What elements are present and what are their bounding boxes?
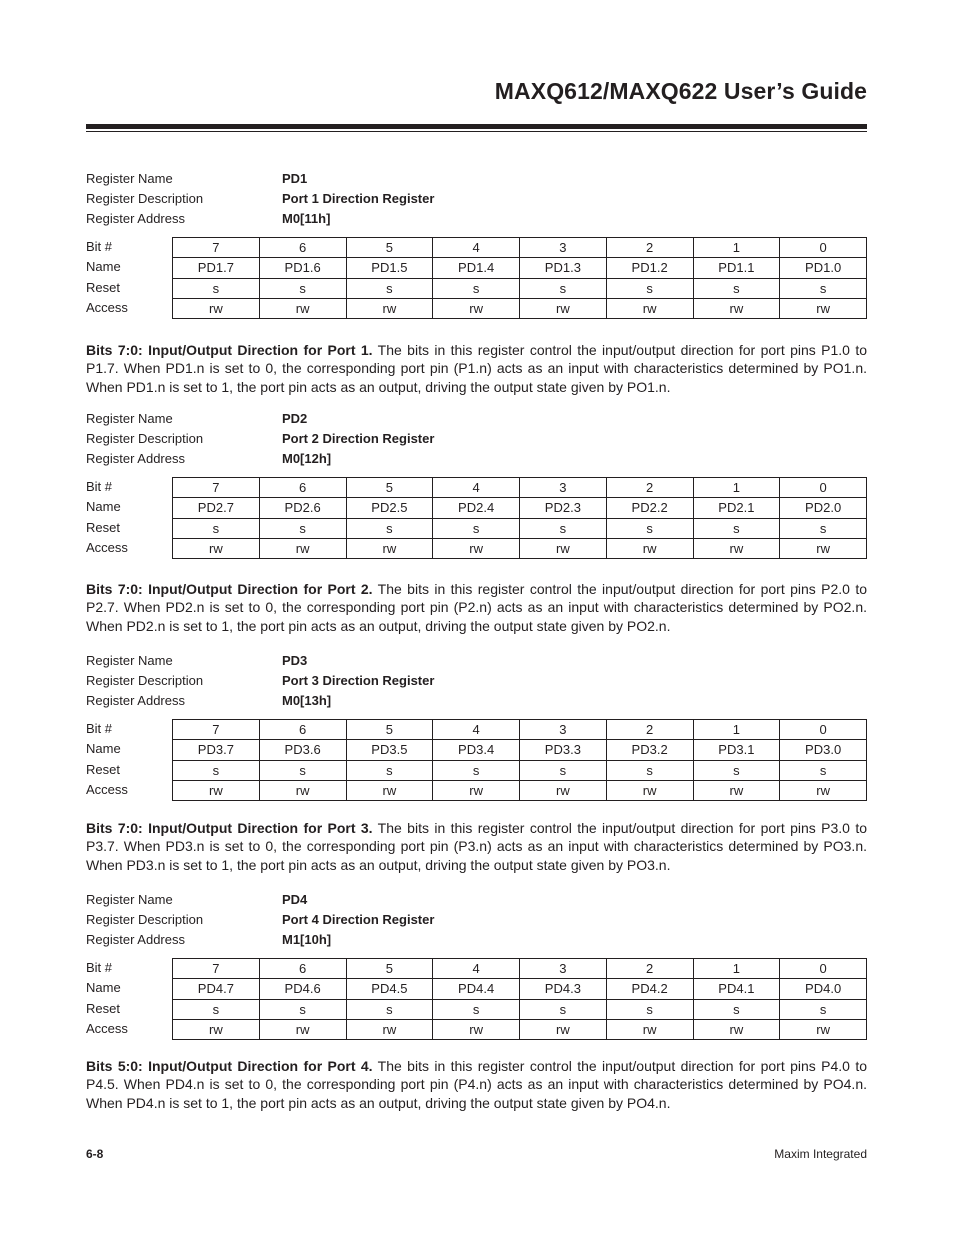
bit-name-cell: PD2.3 [520,498,607,518]
bit-name-cell: PD2.4 [433,498,520,518]
names-row [173,979,867,999]
description-heading: Bits 7:0: Input/Output Direction for Port 1. [86,342,373,358]
access-cell: rw [606,298,693,318]
bit-number-cell: 5 [346,959,433,979]
bits-row [173,478,867,498]
register-name-value: PD4 [282,892,308,907]
access-cell: rw [780,780,867,800]
bit-table [172,477,867,559]
bit-name-cell: PD3.7 [173,740,260,760]
names-row [173,258,867,278]
bit-name-cell: PD1.5 [346,258,433,278]
bit-number-cell: 2 [606,238,693,258]
access-cell: rw [606,1019,693,1039]
reset-row [173,278,867,298]
bit-name-cell: PD3.3 [520,740,607,760]
reset-cell: s [173,278,260,298]
reset-label: Reset [86,519,120,535]
reset-cell: s [346,518,433,538]
bit-number-cell: 7 [173,238,260,258]
name-label: Name [86,259,121,275]
reset-cell: s [259,999,346,1019]
access-cell: rw [346,298,433,318]
access-row [173,1019,867,1039]
register-description-label: Register Description [86,431,204,446]
reset-cell: s [606,278,693,298]
bit-name-cell: PD1.3 [520,258,607,278]
bit-name-cell: PD2.6 [259,498,346,518]
bit-name-cell: PD1.2 [606,258,693,278]
bit-name-cell: PD2.7 [173,498,260,518]
bit-name-cell: PD4.2 [606,979,693,999]
bit-table-row-labels [86,958,172,1039]
description-heading: Bits 7:0: Input/Output Direction for Port 2. [86,581,373,597]
bit-number-cell: 0 [780,720,867,740]
bit-number-cell: 0 [780,959,867,979]
reset-cell: s [693,278,780,298]
register-block-pd3 [86,651,867,799]
bit-name-cell: PD1.6 [259,258,346,278]
access-cell: rw [780,298,867,318]
register-description-value: Port 4 Direction Register [282,912,435,927]
bit-name-cell: PD1.4 [433,258,520,278]
description-body: The bits in this register control the input/output direction for port pins P4.0 to P4.5. When PD4.n is set to 0, the corresponding port pin (P4.n) acts as an input with characteristics determined by PO4.n. When PD4.n is set to 1, the port pin acts as an output, driving the output state given by PO4.n. [86,1058,867,1111]
bit-number-cell: 7 [173,959,260,979]
bit-name-cell: PD1.1 [693,258,780,278]
reset-cell: s [780,999,867,1019]
access-cell: rw [346,1019,433,1039]
register-name-row [86,169,867,189]
reset-cell: s [346,278,433,298]
bit-number-cell: 5 [346,478,433,498]
bit-number-cell: 1 [693,238,780,258]
register-address-row [86,209,867,229]
bits-row [173,959,867,979]
register-name-label: Register Name [86,653,173,668]
bit-number-cell: 6 [259,238,346,258]
register-name-label: Register Name [86,892,173,907]
bit-table-row-labels [86,719,172,800]
description-body: The bits in this register control the input/output direction for port pins P1.0 to P1.7. When PD1.n is set to 0, the corresponding port pin (P1.n) acts as an input with characteristics determined by PO1.n. When PD1.n is set to 1, the port pin acts as an output, driving the output state given by PO1.n. [86,342,867,395]
bit-label: Bit # [86,721,113,736]
access-cell: rw [520,298,607,318]
register-name-label: Register Name [86,411,173,426]
reset-cell: s [606,518,693,538]
reset-cell: s [520,760,607,780]
access-cell: rw [520,1019,607,1039]
register-address-label: Register Address [86,932,185,947]
name-label: Name [86,741,121,757]
reset-cell: s [173,518,260,538]
bit-name-cell: PD3.2 [606,740,693,760]
register-address-label: Register Address [86,693,185,708]
bit-name-cell: PD3.4 [433,740,520,760]
access-cell: rw [693,1019,780,1039]
register-block-pd4 [86,890,867,1038]
reset-cell: s [346,999,433,1019]
bit-name-cell: PD4.7 [173,979,260,999]
bit-number-cell: 6 [259,720,346,740]
header-rule-thick [86,124,867,129]
bit-table-row-labels [86,477,172,558]
register-address-value: M1[10h] [282,932,332,947]
bit-name-cell: PD2.1 [693,498,780,518]
register-name-row [86,409,867,429]
name-label: Name [86,980,121,996]
access-label: Access [86,1020,128,1036]
access-cell: rw [433,780,520,800]
reset-cell: s [780,760,867,780]
bit-number-cell: 2 [606,720,693,740]
bit-number-cell: 4 [433,238,520,258]
register-name-row [86,890,867,910]
bit-table [172,237,867,319]
register-description-label: Register Description [86,673,204,688]
register-description-paragraph [86,1057,867,1112]
reset-row [173,999,867,1019]
reset-cell: s [780,278,867,298]
bit-number-cell: 4 [433,959,520,979]
register-name-value: PD3 [282,653,308,668]
bit-number-cell: 7 [173,478,260,498]
bit-name-cell: PD4.0 [780,979,867,999]
description-heading: Bits 7:0: Input/Output Direction for Port 3. [86,820,373,836]
bit-name-cell: PD2.2 [606,498,693,518]
access-label: Access [86,299,128,315]
bits-row [173,720,867,740]
reset-cell: s [433,760,520,780]
bit-number-cell: 3 [520,720,607,740]
footer-brand: Maxim Integrated [774,1147,867,1161]
access-cell: rw [173,780,260,800]
bit-name-cell: PD1.7 [173,258,260,278]
access-cell: rw [346,780,433,800]
register-block-pd2 [86,409,867,557]
reset-cell: s [433,999,520,1019]
access-cell: rw [346,538,433,558]
register-block-pd1 [86,169,867,317]
register-address-value: M0[11h] [282,211,331,226]
register-description-paragraph [86,580,867,635]
bit-name-cell: PD4.1 [693,979,780,999]
bit-number-cell: 1 [693,959,780,979]
bits-row [173,238,867,258]
bit-table-row-labels [86,237,172,318]
reset-cell: s [173,999,260,1019]
access-cell: rw [173,538,260,558]
access-cell: rw [259,298,346,318]
reset-cell: s [606,760,693,780]
reset-cell: s [693,760,780,780]
access-row [173,298,867,318]
register-name-value: PD1 [282,171,308,186]
register-address-label: Register Address [86,211,185,226]
reset-cell: s [520,518,607,538]
description-heading: Bits 5:0: Input/Output Direction for Port 4. [86,1058,373,1074]
reset-cell: s [433,518,520,538]
bit-name-cell: PD4.5 [346,979,433,999]
register-address-row [86,691,867,711]
bit-number-cell: 0 [780,478,867,498]
bit-number-cell: 0 [780,238,867,258]
names-row [173,498,867,518]
register-description-label: Register Description [86,912,204,927]
reset-cell: s [346,760,433,780]
bit-name-cell: PD4.6 [259,979,346,999]
bit-number-cell: 2 [606,959,693,979]
access-cell: rw [693,780,780,800]
reset-cell: s [259,760,346,780]
reset-cell: s [433,278,520,298]
register-address-value: M0[13h] [282,693,332,708]
reset-cell: s [259,518,346,538]
bit-label: Bit # [86,479,113,494]
bit-name-cell: PD2.0 [780,498,867,518]
register-description-paragraph [86,341,867,396]
names-row [173,740,867,760]
reset-cell: s [780,518,867,538]
bit-number-cell: 3 [520,959,607,979]
access-cell: rw [259,780,346,800]
bit-name-cell: PD2.5 [346,498,433,518]
access-cell: rw [173,298,260,318]
bit-number-cell: 5 [346,238,433,258]
reset-cell: s [259,278,346,298]
reset-row [173,518,867,538]
bit-number-cell: 3 [520,238,607,258]
bit-label: Bit # [86,239,113,254]
access-row [173,538,867,558]
reset-cell: s [693,999,780,1019]
access-label: Access [86,781,128,797]
description-body: The bits in this register control the input/output direction for port pins P3.0 to P3.7. When PD3.n is set to 0, the corresponding port pin (P3.n) acts as an input with characteristics determined by PO3.n. When PD3.n is set to 1, the port pin acts as an output, driving the output state given by PO3.n. [86,820,867,873]
access-cell: rw [606,780,693,800]
access-cell: rw [520,538,607,558]
bit-number-cell: 5 [346,720,433,740]
register-description-row [86,910,867,930]
bit-table [172,719,867,801]
name-label: Name [86,499,121,515]
access-cell: rw [433,538,520,558]
bit-number-cell: 7 [173,720,260,740]
reset-cell: s [520,999,607,1019]
reset-cell: s [520,278,607,298]
bit-number-cell: 4 [433,478,520,498]
access-cell: rw [259,1019,346,1039]
bit-name-cell: PD3.1 [693,740,780,760]
reset-cell: s [693,518,780,538]
access-cell: rw [693,298,780,318]
access-cell: rw [173,1019,260,1039]
bit-number-cell: 6 [259,959,346,979]
bit-number-cell: 6 [259,478,346,498]
register-description-value: Port 1 Direction Register [282,191,435,206]
register-name-row [86,651,867,671]
access-cell: rw [693,538,780,558]
access-cell: rw [606,538,693,558]
register-address-row [86,449,867,469]
access-label: Access [86,539,128,555]
register-description-paragraph [86,819,867,874]
bit-name-cell: PD4.3 [520,979,607,999]
bit-label: Bit # [86,960,113,975]
bit-number-cell: 3 [520,478,607,498]
bit-name-cell: PD3.0 [780,740,867,760]
register-name-value: PD2 [282,411,308,426]
access-cell: rw [780,1019,867,1039]
bit-name-cell: PD3.6 [259,740,346,760]
register-address-value: M0[12h] [282,451,332,466]
bit-number-cell: 1 [693,720,780,740]
register-address-row [86,930,867,950]
bit-name-cell: PD3.5 [346,740,433,760]
bit-number-cell: 2 [606,478,693,498]
bit-number-cell: 1 [693,478,780,498]
bit-name-cell: PD4.4 [433,979,520,999]
reset-cell: s [606,999,693,1019]
document-title: MAXQ612/MAXQ622 User’s Guide [494,78,867,104]
access-row [173,780,867,800]
register-address-label: Register Address [86,451,185,466]
reset-label: Reset [86,279,120,295]
reset-cell: s [173,760,260,780]
register-description-label: Register Description [86,191,204,206]
access-cell: rw [259,538,346,558]
bit-number-cell: 4 [433,720,520,740]
reset-row [173,760,867,780]
bit-table [172,958,867,1040]
register-description-value: Port 2 Direction Register [282,431,435,446]
page-number: 6-8 [86,1147,104,1161]
bit-name-cell: PD1.0 [780,258,867,278]
header-rule-thin [86,131,867,132]
register-name-label: Register Name [86,171,173,186]
register-description-row [86,429,867,449]
access-cell: rw [433,298,520,318]
register-description-row [86,671,867,691]
reset-label: Reset [86,1000,120,1016]
access-cell: rw [520,780,607,800]
access-cell: rw [780,538,867,558]
description-body: The bits in this register control the input/output direction for port pins P2.0 to P2.7. When PD2.n is set to 0, the corresponding port pin (P2.n) acts as an input with characteristics determined by PO2.n. When PD2.n is set to 1, the port pin acts as an output, driving the output state given by PO2.n. [86,581,867,634]
register-description-row [86,189,867,209]
access-cell: rw [433,1019,520,1039]
reset-label: Reset [86,761,120,777]
register-description-value: Port 3 Direction Register [282,673,435,688]
